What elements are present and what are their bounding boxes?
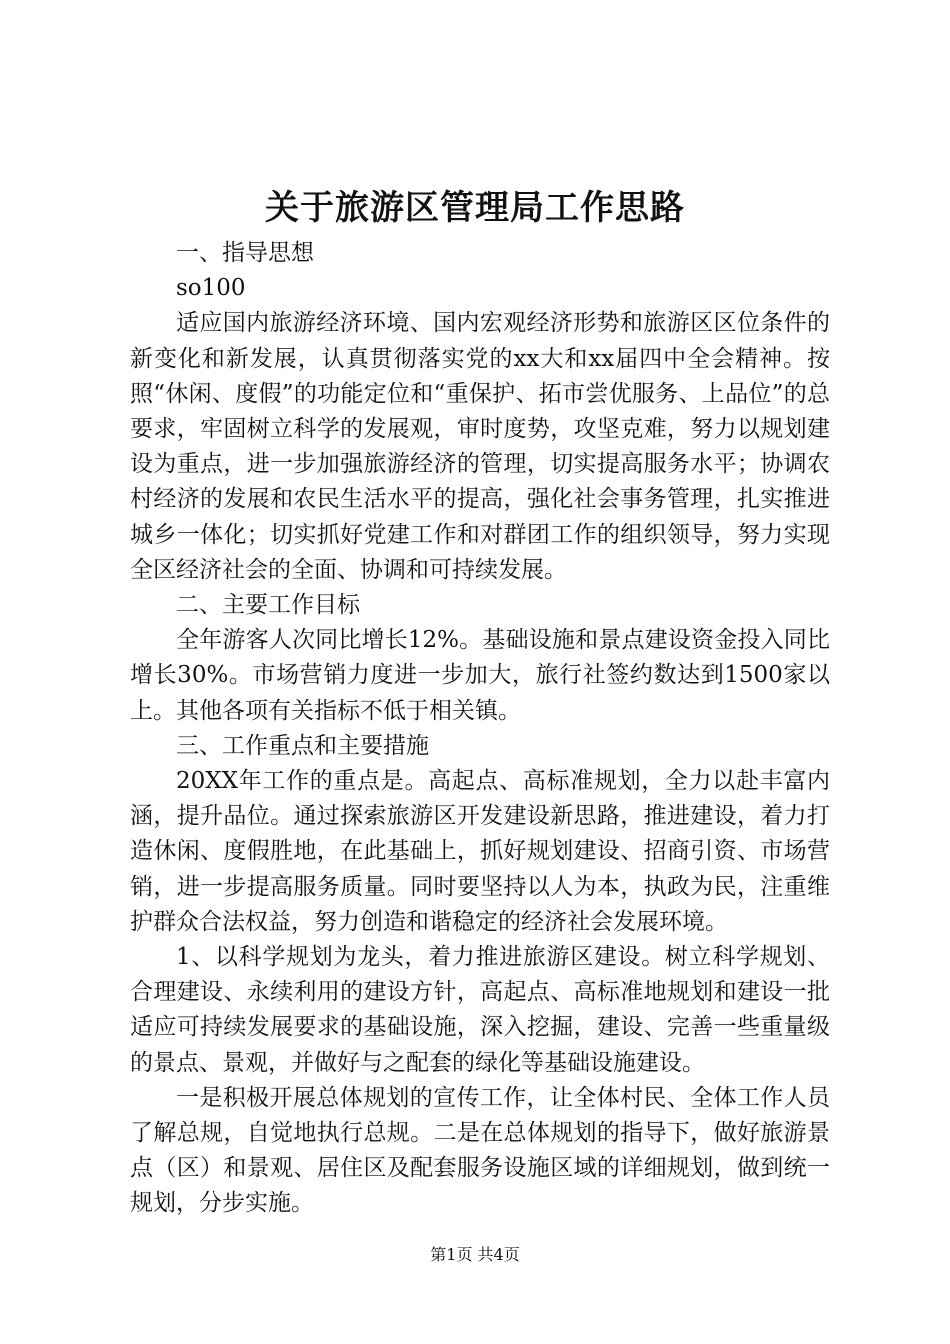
paragraph-code: so100	[176, 275, 246, 302]
section-heading-main-goals: 二、主要工作目标	[176, 592, 360, 619]
section-heading-guiding-ideology: 一、指导思想	[176, 240, 314, 266]
paragraph-key-focus: 20XX年工作的重点是。高起点、高标准规划，全力以赴丰富内涵，提升品位。通过探索旅游区开发建设新思路，推进建设，着力打造休闲、度假胜地，在此基础上，抓好规划建设、招商引资、市场营销，进一步提高服务质量。同时要坚持以人为本，执政为民，注重维护群众合法权益，努力创造和谐稳定的经济社会发展环境。	[130, 768, 830, 935]
section-heading-key-measures: 三、工作重点和主要措施	[176, 732, 429, 759]
paragraph-main-goals: 全年游客人次同比增长12%。基础设施和景点建设资金投入同比增长30%。市场营销力度进一步加大，旅行社签约数达到1500家以上。其他各项有关指标不低于相关镇。	[130, 627, 830, 724]
paragraph-planning-details: 一是积极开展总体规划的宣传工作，让全体村民、全体工作人员了解总规，自觉地执行总规。二是在总体规划的指导下，做好旅游景点（区）和景观、居住区及配套服务设施区域的详细规划，做到统一规划，分步实施。	[130, 1084, 830, 1217]
paragraph-planning-item-1: 1、以科学规划为龙头，着力推进旅游区建设。树立科学规划、合理建设、永续利用的建设方针，高起点、高标准地规划和建设一批适应可持续发展要求的基础设施，深入挖掘，建设、完善一些重量级的景点、景观，并做好与之配套的绿化等基础设施建设。	[130, 944, 830, 1076]
document-title: 关于旅游区管理局工作思路	[265, 188, 685, 228]
document-body	[130, 236, 830, 1222]
paragraph-guiding-ideology: 适应国内旅游经济环境、国内宏观经济形势和旅游区区位条件的新变化和新发展，认真贯彻落实党的xx大和xx届四中全会精神。按照“休闲、度假”的功能定位和“重保护、拓市尝优服务、上品位”的总要求，牢固树立科学的发展观，审时度势，攻坚克难，努力以规划建设为重点，进一步加强旅游经济的管理，切实提高服务水平；协调农村经济的发展和农民生活水平的提高，强化社会事务管理，扎实推进城乡一体化；切实抓好党建工作和对群团工作的组织领导，努力实现全区经济社会的全面、协调和可持续发展。	[130, 310, 830, 583]
page-footer: 第1页 共4页	[430, 1245, 520, 1264]
